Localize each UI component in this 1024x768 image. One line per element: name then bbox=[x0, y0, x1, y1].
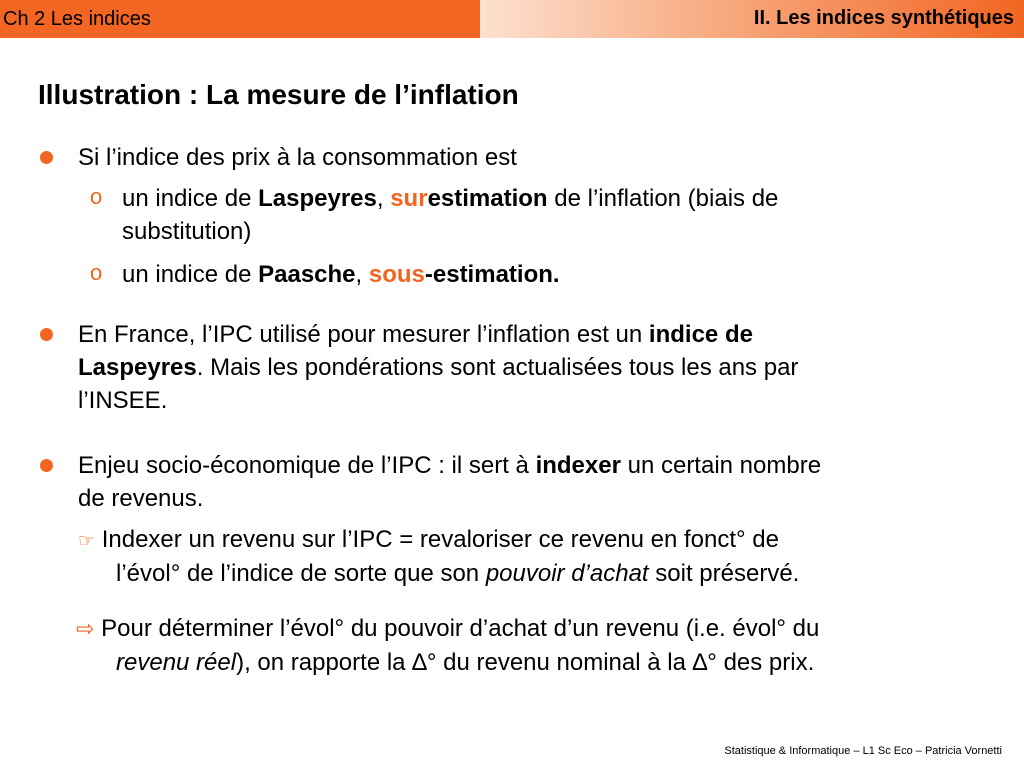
bullet-1-sub-2: un indice de Paasche, sous-estimation. bbox=[122, 261, 560, 288]
header-left-bar bbox=[0, 0, 480, 38]
bullet-1-sub-1-line-2: substitution) bbox=[122, 218, 252, 245]
sub-bullet-icon: o bbox=[90, 260, 103, 285]
bullet-2-line-3: l’INSEE. bbox=[78, 387, 168, 414]
bullet-1-text: Si l’indice des prix à la consommation est bbox=[78, 144, 517, 171]
section-title: II. Les indices synthétiques bbox=[753, 7, 1014, 29]
bullet-3-line-2: de revenus. bbox=[78, 485, 204, 512]
header-right-bar bbox=[480, 0, 1024, 38]
bullet-3-sub-1-line-2: l’évol° de l’indice de sorte que son pouvoir d’achat soit préservé. bbox=[116, 560, 800, 587]
sub-bullet-icon: o bbox=[90, 184, 103, 209]
bullet-3-line-1: Enjeu socio-économique de l’IPC : il sert à indexer un certain nombre bbox=[78, 452, 822, 479]
hand-pointer-icon: ☞ bbox=[78, 530, 96, 552]
bullet-icon bbox=[40, 459, 53, 472]
bullet-1-sub-1: un indice de Laspeyres, surestimation de l’inflation (biais de bbox=[122, 185, 779, 212]
slide-title: Illustration : La mesure de l’inflation bbox=[38, 79, 519, 110]
bullet-3-sub-2: ⇨ Pour déterminer l’évol° du pouvoir d’achat d’un revenu (i.e. évol° du bbox=[76, 615, 820, 642]
bullet-icon bbox=[40, 328, 53, 341]
bullet-3-sub-2-line-2: revenu réel), on rapporte la ∆° du revenu nominal à la ∆° des prix. bbox=[116, 649, 815, 676]
arrow-right-icon: ⇨ bbox=[76, 617, 95, 642]
bullet-2-line-2: Laspeyres. Mais les pondérations sont actualisées tous les ans par bbox=[78, 354, 799, 381]
footer-text: Statistique & Informatique – L1 Sc Eco – Patricia Vornetti bbox=[724, 745, 1002, 757]
chapter-title: Ch 2 Les indices bbox=[3, 8, 151, 30]
bullet-3-sub-1: ☞ Indexer un revenu sur l’IPC = revaloriser ce revenu en fonct° de bbox=[78, 526, 780, 553]
bullet-icon bbox=[40, 151, 53, 164]
bullet-2-line-1: En France, l’IPC utilisé pour mesurer l’inflation est un indice de bbox=[78, 321, 753, 348]
